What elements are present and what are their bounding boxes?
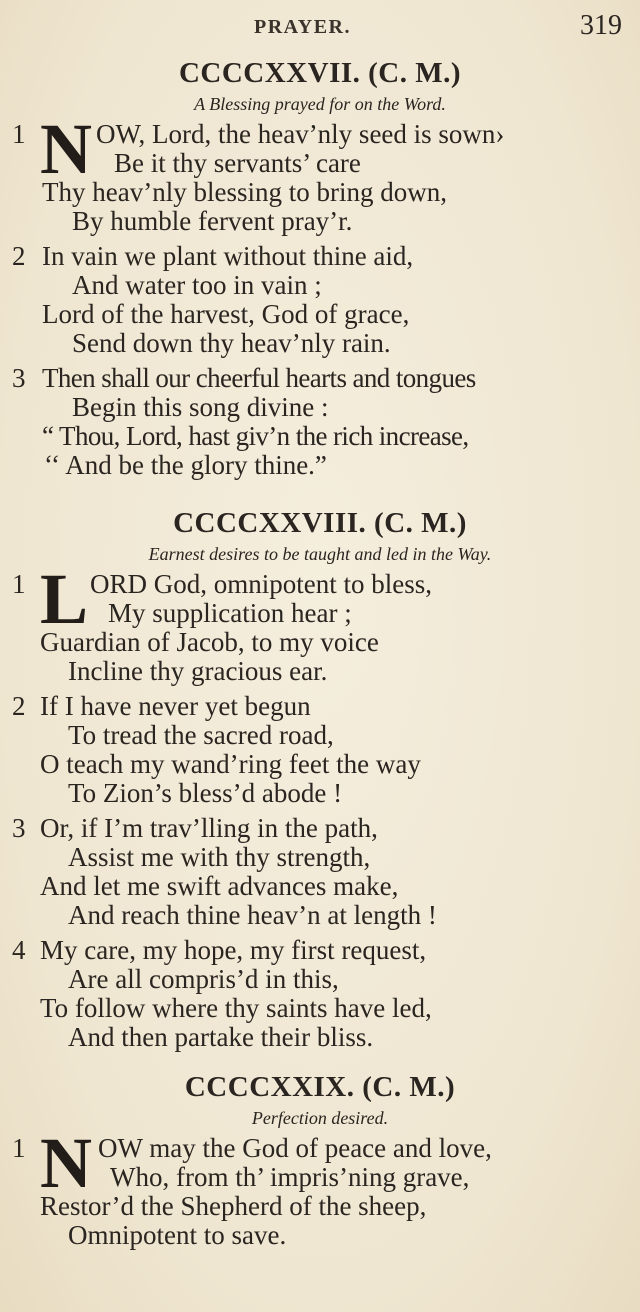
verse-line: ORD God, omnipotent to bless, xyxy=(90,569,432,599)
verse-number: 4 xyxy=(12,935,26,965)
verse-line: Send down thy heav’nly rain. xyxy=(72,328,391,358)
drop-cap: N xyxy=(40,109,92,189)
verse-line: Be it thy servants’ care xyxy=(114,148,361,178)
verse xyxy=(0,814,640,930)
verse-line: Or, if I’m trav’lling in the path, xyxy=(40,813,378,843)
verse-line: By humble fervent pray’r. xyxy=(72,206,353,236)
verse-line: Guardian of Jacob, to my voice xyxy=(40,627,379,657)
hymn-428 xyxy=(0,506,640,1058)
verse-line: Then shall our cheerful hearts and tongues xyxy=(42,363,476,393)
verse-line: Incline thy gracious ear. xyxy=(68,656,328,686)
verse-line: Omnipotent to save. xyxy=(68,1220,287,1250)
running-head xyxy=(0,10,640,46)
hymn-title: CCCCXXVII. (C. M.) xyxy=(178,57,462,89)
hymn-title: CCCCXXVIII. (C. M.) xyxy=(173,507,467,539)
page-number: 319 xyxy=(580,10,622,41)
verse-line: O teach my wand’ring feet the way xyxy=(40,749,421,779)
verse-number: 3 xyxy=(12,363,26,393)
verse-line: To follow where thy saints have led, xyxy=(40,993,432,1023)
verse-line: My care, my hope, my first request, xyxy=(40,935,427,965)
verse-line: To tread the sacred road, xyxy=(68,720,334,750)
verse-number: 2 xyxy=(12,241,26,271)
verse-number: 1 xyxy=(12,119,26,149)
verse-line: To Zion’s bless’d abode ! xyxy=(68,778,343,808)
verse xyxy=(0,692,640,808)
drop-cap: N xyxy=(40,1123,92,1203)
verse-number: 2 xyxy=(12,691,26,721)
verse xyxy=(0,364,640,480)
verse-line: And then partake their bliss. xyxy=(68,1022,374,1052)
verse-line: ‘‘ And be the glory thine.” xyxy=(44,450,327,480)
verse-line: And let me swift advances make, xyxy=(40,871,399,901)
verse xyxy=(0,559,640,686)
verse-number: 1 xyxy=(12,1133,26,1163)
verse xyxy=(0,1123,640,1250)
verse-line: OW may the God of peace and love, xyxy=(98,1133,492,1163)
verse-line: Assist me with thy strength, xyxy=(68,842,371,872)
verse-line: Restor’d the Shepherd of the sheep, xyxy=(40,1191,427,1221)
running-title: PRAYER. xyxy=(254,16,351,38)
verse-line: And reach thine heav’n at length ! xyxy=(68,900,437,930)
verse-line: Are all compris’d in this, xyxy=(68,964,339,994)
verse-line: OW, Lord, the heav’nly seed is sown› xyxy=(96,119,505,149)
hymn-subtitle: Earnest desires to be taught and led in the Way. xyxy=(148,544,492,564)
verse-line: If I have never yet begun xyxy=(40,691,311,721)
hymn-subtitle: A Blessing prayed for on the Word. xyxy=(194,94,446,114)
verse-line: My supplication hear ; xyxy=(108,598,352,628)
verse xyxy=(0,109,640,236)
verse-line: Who, from th’ impris’ning grave, xyxy=(110,1162,470,1192)
verse-line: In vain we plant without thine aid, xyxy=(42,241,414,271)
hymn-title: CCCCXXIX. (C. M.) xyxy=(184,1071,456,1103)
verse-line: And water too in vain ; xyxy=(72,270,322,300)
hymn-subtitle: Perfection desired. xyxy=(251,1108,389,1128)
hymn-427 xyxy=(0,56,640,486)
verse-line: “ Thou, Lord, hast giv’n the rich increase, xyxy=(42,421,469,451)
verse-line: Lord of the harvest, God of grace, xyxy=(42,299,410,329)
hymn-429 xyxy=(0,1070,640,1256)
verse-number: 3 xyxy=(12,813,26,843)
verse-line: Begin this song divine : xyxy=(72,392,329,422)
verse xyxy=(0,242,640,358)
verse-line: Thy heav’nly blessing to bring down, xyxy=(42,177,447,207)
verse-number: 1 xyxy=(12,569,26,599)
verse xyxy=(0,936,640,1052)
drop-cap: L xyxy=(40,559,89,639)
